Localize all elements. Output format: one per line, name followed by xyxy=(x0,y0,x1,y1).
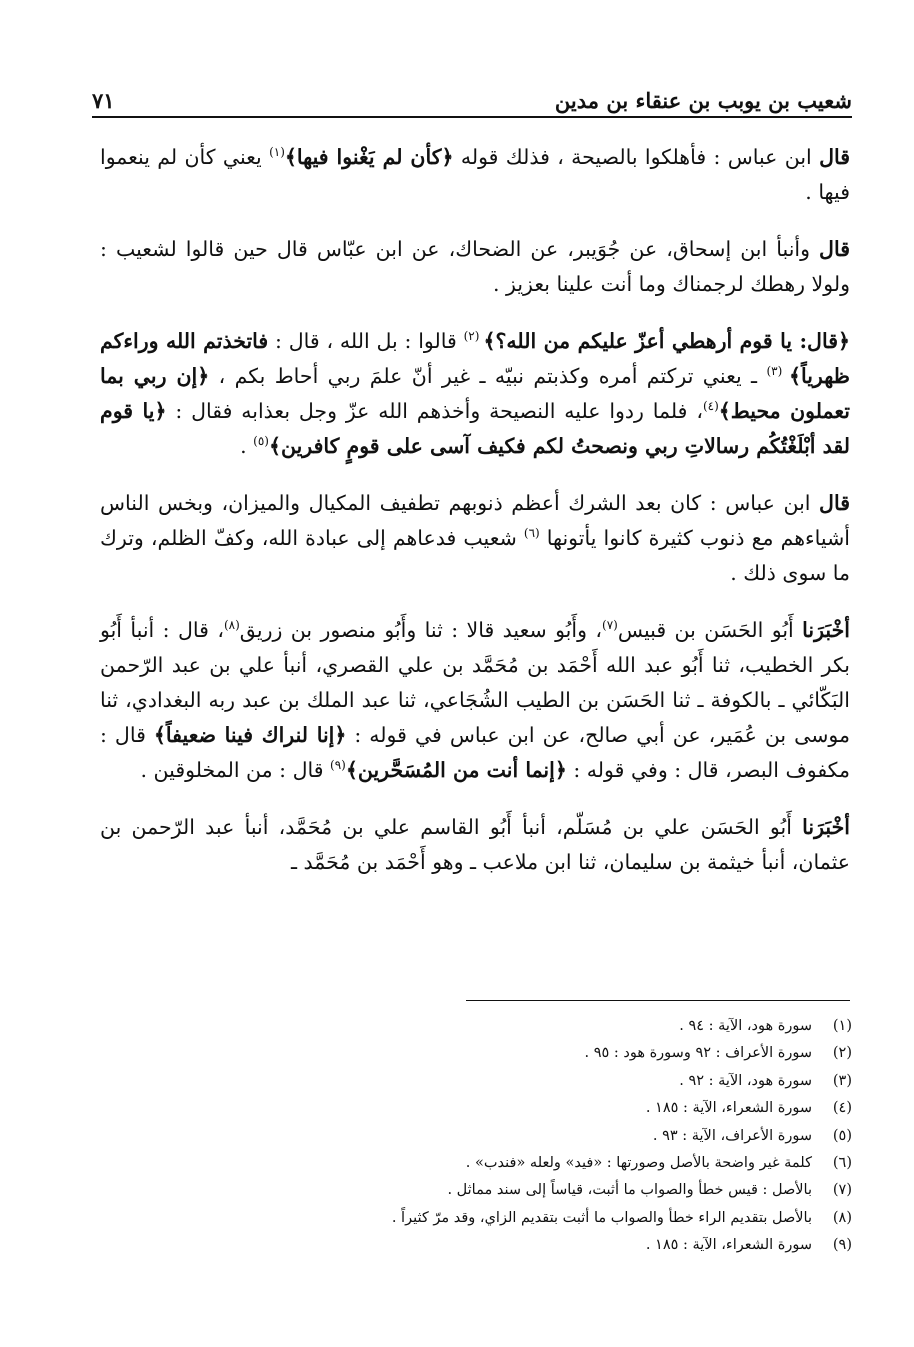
text-run: ابن عباس : فأهلكوا بالصيحة ، فذلك قوله xyxy=(453,145,820,169)
footnote-text: سورة الشعراء، الآية : ١٨٥ . xyxy=(645,1237,812,1254)
footnote-text: سورة الشعراء، الآية : ١٨٥ . xyxy=(645,1100,812,1117)
footnote-ref: (٥) xyxy=(253,434,269,449)
footnote xyxy=(92,1040,852,1067)
footnote-text: سورة الأعراف : ٩٢ وسورة هود : ٩٥ . xyxy=(584,1045,812,1062)
footnote-ref: (٦) xyxy=(523,526,540,541)
text-run: ابن عباس : كان بعد الشرك أعظم ذنوبهم تطفيف المكيال والميزان، وبخس الناس أشياءهم مع ذنوب كثيرة كانوا يأتونها xyxy=(100,491,850,550)
text-run: أَبُو الحَسَن بن قبيس xyxy=(617,618,803,642)
paragraph-lead-word: قال xyxy=(819,491,850,515)
footnote xyxy=(92,1013,852,1040)
text-run: قال : من المخلوقين . xyxy=(140,758,331,782)
text-run: ، فلما ردوا عليه النصيحة وأخذهم الله عزّ وجل بعذابه فقال : xyxy=(166,399,703,423)
footnote-text: بالأصل بتقديم الراء خطأ والصواب ما أثبت بتقديم الزاي، وقد مرّ كثيراً . xyxy=(391,1209,812,1226)
footnote-text: سورة هود، الآية : ٩٤ . xyxy=(679,1018,812,1034)
footnote xyxy=(92,1123,852,1150)
running-title: شعيب بن يوبب بن عنقاء بن مدين xyxy=(554,88,852,113)
paragraph xyxy=(100,486,850,591)
body-text xyxy=(100,140,850,902)
quran-quote: فاتخذتم الله وراءكم ظهرياً﴾ xyxy=(100,329,850,388)
footnote xyxy=(92,1095,852,1122)
quran-quote: ﴿إن ربي بما تعملون محيط﴾ xyxy=(100,364,850,423)
text-run: ، وأَبُو سعيد قالا : ثنا وأَبُو منصور بن زريق xyxy=(239,618,603,642)
footnote-number: (٤) xyxy=(832,1100,852,1117)
footnote xyxy=(92,1232,852,1259)
quran-quote: ﴿قال: يا قوم أرهطي أعزّ عليكم من الله؟﴾ xyxy=(483,329,851,353)
footnote-ref: (٩) xyxy=(330,758,346,773)
paragraph-lead-word: أخْبَرَنا xyxy=(802,618,850,642)
header-rule xyxy=(92,116,852,118)
quran-quote: ﴿إنما أنت من المُسَحَّرين﴾ xyxy=(345,758,567,782)
quran-quote: ﴿يا قوم لقد أبْلَغْتُكُم رسالاتِ ربي ونصحتُ لكم فكيف آسى على قومٍ كافرين﴾ xyxy=(100,399,850,458)
paragraph-lead-word: قال xyxy=(819,237,850,261)
footnote-number: (٢) xyxy=(832,1045,852,1062)
footnote-number: (٨) xyxy=(832,1209,852,1226)
quran-quote: ﴿كأن لم يَغْنوا فيها﴾ xyxy=(284,145,454,169)
footnote xyxy=(92,1205,852,1232)
paragraph xyxy=(100,140,850,210)
paragraph xyxy=(100,232,850,302)
footnote-number: (٥) xyxy=(832,1127,852,1144)
footnote xyxy=(92,1068,852,1095)
paragraph-lead-word: قال xyxy=(819,145,851,169)
footnote-text: بالأصل : قيس خطأ والصواب ما أثبت، قياساً إلى سند مماثل . xyxy=(447,1182,812,1199)
paragraph-lead-word: أخْبَرَنا xyxy=(802,815,850,839)
paragraph xyxy=(100,613,850,788)
footnote-number: (٣) xyxy=(832,1072,852,1089)
text-run: أَبُو الحَسَن علي بن مُسَلّم، أنبأ أَبُو القاسم علي بن مُحَمَّد، أنبأ عبد الرّحمن بن عثمان، أنبأ خيثمة بن سليمان، ثنا ابن ملاعب ـ وهو أَحْمَد بن مُحَمَّد ـ xyxy=(100,815,850,874)
footnote-text: كلمة غير واضحة بالأصل وصورتها : «فيد» ولعله «فندب» . xyxy=(465,1155,812,1172)
footnote-text: سورة الأعراف، الآية : ٩٣ . xyxy=(652,1127,812,1144)
paragraph xyxy=(100,324,850,464)
text-run: . xyxy=(240,434,254,458)
footnote-ref: (٢) xyxy=(463,329,484,344)
footnote-ref: (٤) xyxy=(702,399,719,414)
text-run: يعني كأن لم ينعموا فيها . xyxy=(100,145,850,204)
footnote-number: (٦) xyxy=(832,1155,852,1172)
footnotes-list xyxy=(92,1013,852,1260)
footnote-number: (٧) xyxy=(832,1182,852,1199)
quran-quote: ﴿إنا لنراك فينا ضعيفاً﴾ xyxy=(153,723,347,747)
text-run: قال : مكفوف البصر، قال : وفي قوله : xyxy=(100,723,850,782)
footnote-number: (١) xyxy=(832,1018,852,1034)
footnote-ref: (٣) xyxy=(766,364,789,379)
text-run: وأنبأ ابن إسحاق، عن جُوَيبر، عن الضحاك، عن ابن عبّاس قال حين قالوا لشعيب : ولولا رهطك لرجمناك وما أنت علينا بعزيز . xyxy=(100,237,850,296)
footnote-ref: (٨) xyxy=(223,618,240,633)
text-run: ، قال : أنبأ أَبُو بكر الخطيب، ثنا أَبُو عبد الله أَحْمَد بن مُحَمَّد بن علي القصري، أنبأ علي بن عبد الرّحمن البَكّائي ـ بالكوفة ـ ثنا الحَسَن بن الطيب الشُجَاعي، ثنا عبد الملك بن عبد ربه البغدادي، ثنا موسى بن عُمَير، عن أبي صالح، عن ابن عباس في قوله : xyxy=(100,618,850,747)
page-number: ٧١ xyxy=(92,88,115,113)
text-run: شعيب فدعاهم إلى عبادة الله، وكفّ الظلم، وترك ما سوى ذلك . xyxy=(100,526,850,585)
footnote-separator xyxy=(466,1000,850,1001)
text-run: ـ يعني تركتم أمره وكذبتم نبيّه ـ غير أنّ علمَ ربي أحاط بكم ، xyxy=(209,364,767,388)
footnote xyxy=(92,1150,852,1177)
footnote-text: سورة هود، الآية : ٩٢ . xyxy=(679,1072,812,1089)
footnote-ref: (١) xyxy=(269,145,285,160)
footnote xyxy=(92,1177,852,1204)
text-run: قالوا : بل الله ، قال : xyxy=(268,329,464,353)
footnote-number: (٩) xyxy=(832,1237,852,1254)
running-header xyxy=(92,84,852,118)
paragraph xyxy=(100,810,850,880)
footnote-ref: (٧) xyxy=(602,618,618,633)
